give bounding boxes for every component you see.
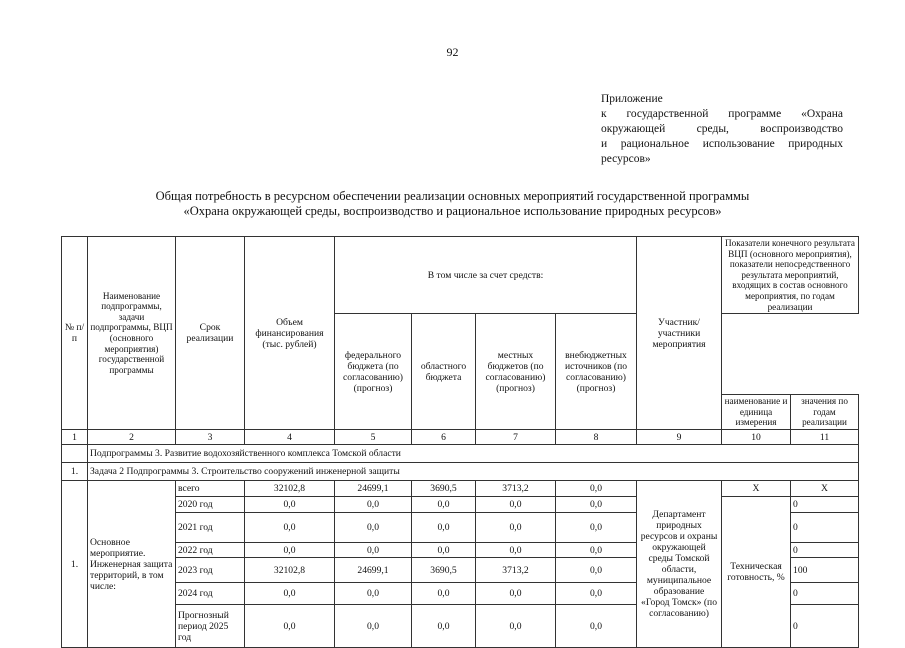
- header-indicator-name: наименование и единица измерения: [722, 395, 791, 430]
- extra-cell: 0,0: [556, 605, 637, 648]
- extra-cell: 0,0: [556, 583, 637, 605]
- task-row: Задача 2 Подпрограммы 3. Строительство сооружений инженерной защиты: [88, 463, 859, 481]
- volume-cell: 32102,8: [245, 481, 335, 497]
- header-indicator-values: значения по годам реализации: [791, 395, 859, 430]
- subprogram-num-cell: [62, 445, 88, 463]
- federal-cell: 24699,1: [335, 481, 412, 497]
- period-cell: 2021 год: [176, 513, 245, 543]
- appendix-line: к государственной программе «Охрана: [601, 108, 843, 120]
- appendix-line: Приложение: [601, 93, 663, 105]
- header-extra: внебюджетных источников (по согласованию) (прогноз): [556, 314, 637, 430]
- column-number: 8: [556, 430, 637, 445]
- federal-cell: 24699,1: [335, 558, 412, 583]
- local-cell: 0,0: [476, 543, 556, 558]
- column-number: 9: [637, 430, 722, 445]
- period-cell: 2023 год: [176, 558, 245, 583]
- volume-cell: 0,0: [245, 513, 335, 543]
- volume-cell: 32102,8: [245, 558, 335, 583]
- regional-cell: 0,0: [412, 497, 476, 513]
- indicator-value-cell: 0: [791, 605, 859, 648]
- period-cell: 2024 год: [176, 583, 245, 605]
- local-cell: 3713,2: [476, 481, 556, 497]
- regional-cell: 0,0: [412, 583, 476, 605]
- header-num: № п/п: [62, 237, 88, 430]
- document-title: [0, 189, 905, 219]
- header-indicators: Показатели конечного результата ВЦП (основного мероприятия), показатели непосредственного результата мероприятий, входящих в состав основного мероприятия, по годам реализации: [722, 237, 859, 314]
- title-line: «Охрана окружающей среды, воспроизводство и рациональное использование природных ресурсов»: [183, 204, 722, 218]
- indicator-value-cell: 0: [791, 583, 859, 605]
- indicator-name-cell: Техническая готовность, %: [722, 497, 791, 648]
- participant-cell: Департамент природных ресурсов и охраны окружающей среды Томской области, муниципальное образование «Город Томск» (по согласованию): [637, 481, 722, 648]
- volume-cell: 0,0: [245, 583, 335, 605]
- header-participant: Участник/ участники мероприятия: [637, 237, 722, 430]
- volume-cell: 0,0: [245, 605, 335, 648]
- appendix-line: окружающей среды, воспроизводство: [601, 123, 843, 135]
- volume-cell: 0,0: [245, 543, 335, 558]
- indicator-value-cell: 0: [791, 543, 859, 558]
- header-local: местных бюджетов (по согласованию) (прогноз): [476, 314, 556, 430]
- activity-name: Основное мероприятие. Инженерная защита территорий, в том числе:: [88, 481, 176, 648]
- period-cell: всего: [176, 481, 245, 497]
- column-number: 10: [722, 430, 791, 445]
- column-number: 6: [412, 430, 476, 445]
- federal-cell: 0,0: [335, 497, 412, 513]
- period-cell: 2022 год: [176, 543, 245, 558]
- federal-cell: 0,0: [335, 605, 412, 648]
- column-number: 1: [62, 430, 88, 445]
- total-indicator-name: Х: [722, 481, 791, 497]
- volume-cell: 0,0: [245, 497, 335, 513]
- appendix-line: и рациональное использование природных: [601, 138, 843, 150]
- extra-cell: 0,0: [556, 543, 637, 558]
- column-number: 3: [176, 430, 245, 445]
- appendix-line: ресурсов»: [601, 153, 651, 165]
- local-cell: 0,0: [476, 583, 556, 605]
- resource-table: [61, 236, 859, 648]
- total-indicator-value: Х: [791, 481, 859, 497]
- subprogram-row: Подпрограммы 3. Развитие водохозяйственного комплекса Томской области: [88, 445, 859, 463]
- regional-cell: 0,0: [412, 513, 476, 543]
- indicator-value-cell: 100: [791, 558, 859, 583]
- period-cell: Прогнозный период 2025 год: [176, 605, 245, 648]
- header-name: Наименование подпрограммы, задачи подпрограммы, ВЦП (основного мероприятия) государственной программы: [88, 237, 176, 430]
- header-volume: Объем финансирования (тыс. рублей): [245, 237, 335, 430]
- regional-cell: 0,0: [412, 543, 476, 558]
- period-cell: 2020 год: [176, 497, 245, 513]
- extra-cell: 0,0: [556, 558, 637, 583]
- federal-cell: 0,0: [335, 513, 412, 543]
- extra-cell: 0,0: [556, 481, 637, 497]
- column-number: 4: [245, 430, 335, 445]
- title-line: Общая потребность в ресурсном обеспечении реализации основных мероприятий государственной программы: [155, 189, 750, 203]
- local-cell: 3713,2: [476, 558, 556, 583]
- column-number: 5: [335, 430, 412, 445]
- indicator-value-cell: 0: [791, 497, 859, 513]
- local-cell: 0,0: [476, 513, 556, 543]
- page-number: 92: [446, 45, 459, 59]
- appendix-note: [601, 92, 843, 167]
- local-cell: 0,0: [476, 605, 556, 648]
- column-number: 7: [476, 430, 556, 445]
- header-federal: федерального бюджета (по согласованию) (прогноз): [335, 314, 412, 430]
- indicator-value-cell: 0: [791, 513, 859, 543]
- regional-cell: 0,0: [412, 605, 476, 648]
- header-including: В том числе за счет средств:: [335, 237, 637, 314]
- header-term: Срок реализации: [176, 237, 245, 430]
- column-number: 11: [791, 430, 859, 445]
- column-number: 2: [88, 430, 176, 445]
- regional-cell: 3690,5: [412, 481, 476, 497]
- activity-num: 1.: [62, 481, 88, 648]
- extra-cell: 0,0: [556, 497, 637, 513]
- local-cell: 0,0: [476, 497, 556, 513]
- task-num: 1.: [62, 463, 88, 481]
- regional-cell: 3690,5: [412, 558, 476, 583]
- federal-cell: 0,0: [335, 583, 412, 605]
- header-regional: областного бюджета: [412, 314, 476, 430]
- federal-cell: 0,0: [335, 543, 412, 558]
- extra-cell: 0,0: [556, 513, 637, 543]
